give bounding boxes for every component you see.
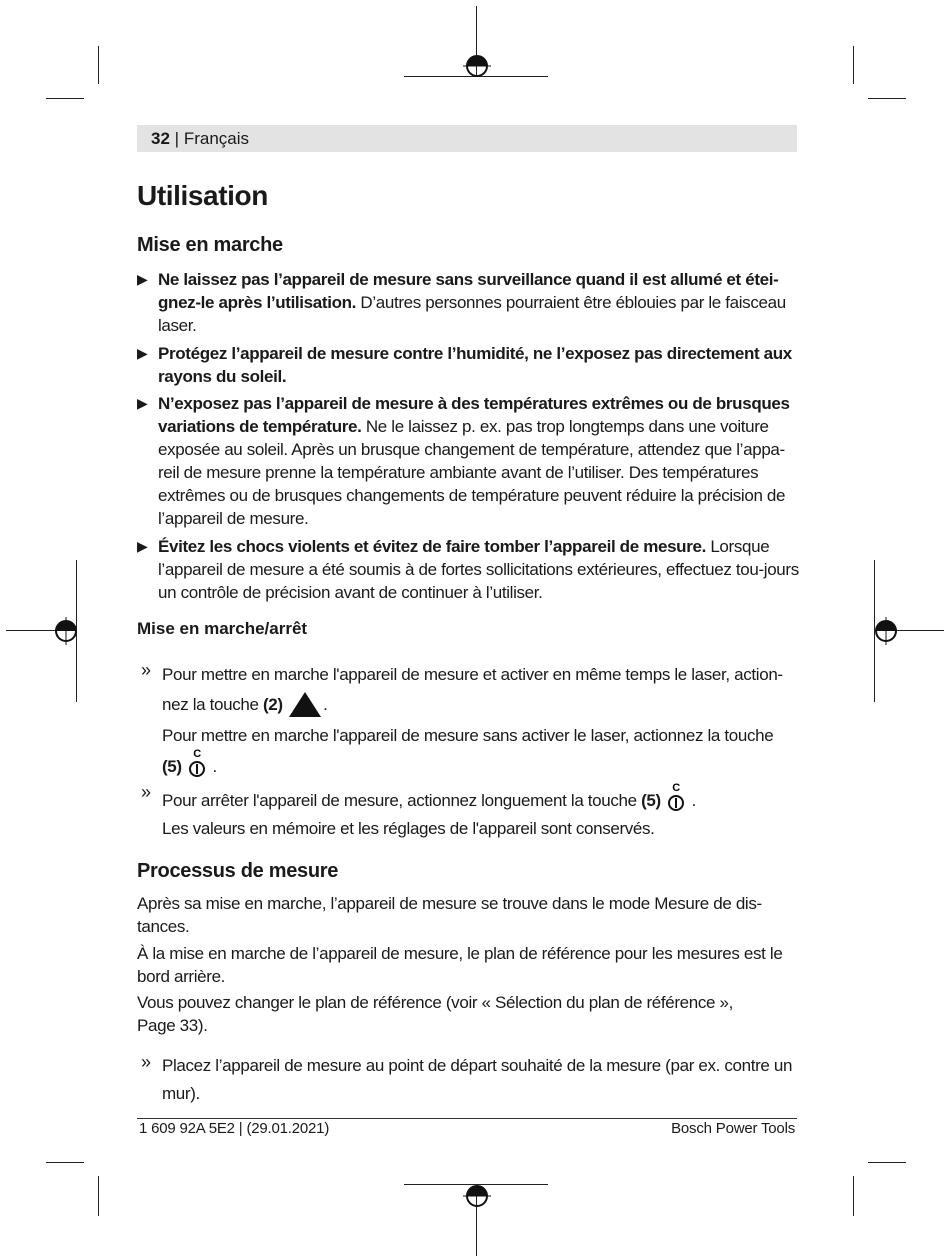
safety-bullet — [137, 392, 799, 530]
instruction-step: » Pour mettre en marche l'appareil de mesure et activer en même temps le laser, action-nez la touche (2) . — [141, 660, 801, 720]
page-title: Utilisation — [137, 180, 268, 211]
double-chevron-icon: » — [141, 660, 151, 680]
registration-mark-icon — [463, 52, 491, 80]
registration-mark-icon — [463, 1182, 491, 1210]
instruction-step: » Pour arrêter l'appareil de mesure, actionnez longuement la touche (5) C . — [141, 782, 696, 810]
crop-mark — [868, 98, 906, 99]
footer-brand: Bosch Power Tools — [671, 1120, 795, 1137]
double-chevron-icon: » — [141, 782, 151, 802]
power-icon — [665, 782, 687, 812]
double-chevron-icon: » — [141, 1052, 151, 1072]
step-note: (5) C . — [162, 748, 217, 776]
step-text: Pour arrêter l'appareil de mesure, actionnez longuement la touche — [162, 791, 637, 810]
crop-mark — [853, 46, 854, 84]
body-paragraph: Après sa mise en marche, l’appareil de mesure se trouve dans le mode Mesure de dis-tances. — [137, 894, 762, 936]
footer-doc-number: 1 609 92A 5E2 | (29.01.2021) — [139, 1120, 330, 1137]
crop-mark — [98, 1176, 99, 1216]
safety-bullet — [137, 268, 799, 337]
bullet-bold-text: Ne laissez pas l’appareil de mesure sans surveillance quand il est allumé et étei-gnez-le après l’utilisation. — [158, 270, 779, 312]
bullet-bold-text: N’exposez pas l’appareil de mesure à des températures extrêmes ou de brusques variations de température. — [158, 394, 790, 436]
crop-mark — [868, 1162, 906, 1163]
step-text: Placez l’appareil de mesure au point de départ souhaité de la mesure (par ex. contre un mur). — [162, 1056, 793, 1103]
triangle-right-icon: ▶ — [137, 345, 148, 361]
bullet-bold-text: Protégez l’appareil de mesure contre l’humidité, ne l’exposez pas directement aux rayons du soleil. — [158, 344, 792, 386]
body-paragraph: À la mise en marche de l’appareil de mesure, le plan de référence pour les mesures est le bord arrière. — [137, 944, 783, 986]
triangle-up-icon — [287, 690, 323, 718]
triangle-right-icon: ▶ — [137, 395, 148, 411]
crop-mark — [98, 46, 99, 84]
safety-bullet — [137, 535, 799, 604]
footer-rule — [137, 1118, 797, 1119]
svg-text:C: C — [193, 748, 201, 760]
instruction-step — [141, 1052, 801, 1108]
key-reference: (2) — [262, 695, 283, 714]
bullet-text: Ne le laissez p. ex. pas trop longtemps dans une voiture exposée au soleil. Après un brusque changement de température, attendez que l’appa-reil de mesure prenne la température ambiante avant de l’utiliser. Des températures extrêmes ou de brusques changements de température peuvent réduire la précision de l’appareil de mesure. — [158, 417, 786, 528]
step-text: Pour mettre en marche l'appareil de mesure et activer en même temps le laser, action-nez la touche — [162, 665, 783, 714]
section-heading-processus: Processus de mesure — [137, 860, 339, 882]
registration-mark-icon — [872, 617, 900, 645]
power-icon — [186, 748, 208, 778]
step-note-text: Pour mettre en marche l'appareil de mesure sans activer le laser, actionnez la touche — [162, 726, 774, 745]
step-note — [162, 819, 655, 839]
key-reference: (5) — [162, 757, 182, 776]
step-note-text: Les valeurs en mémoire et les réglages de l'appareil sont conservés. — [162, 819, 655, 838]
bullet-text: D’autres personnes pourraient être éblouies par le faisceau laser. — [158, 293, 786, 335]
crop-mark — [853, 1176, 854, 1216]
section-heading-mise-en-marche: Mise en marche — [137, 234, 283, 256]
body-paragraph: Vous pouvez changer le plan de référence (voir « Sélection du plan de référence », Page 33). — [137, 993, 733, 1035]
crop-mark — [46, 98, 84, 99]
triangle-right-icon: ▶ — [137, 271, 148, 287]
key-reference: (5) — [641, 791, 661, 810]
page-number: 32 — [151, 129, 170, 148]
bullet-text: Lorsque l’appareil de mesure a été soumis à de fortes sollicitations extérieures, effectuez tou-jours un contrôle de précision avant de continuer à l’utiliser. — [158, 537, 799, 602]
triangle-right-icon: ▶ — [137, 538, 148, 554]
step-note — [162, 724, 773, 748]
crop-mark — [46, 1162, 84, 1163]
registration-mark-icon — [52, 617, 80, 645]
page-header — [137, 125, 797, 152]
bullet-bold-text: Évitez les chocs violents et évitez de faire tomber l’appareil de mesure. — [158, 537, 706, 556]
subsection-heading-marche-arret: Mise en marche/arrêt — [137, 619, 308, 638]
header-separator: | — [174, 129, 180, 148]
svg-text:C: C — [672, 782, 681, 794]
header-language: Français — [183, 129, 249, 148]
safety-bullet — [137, 342, 799, 388]
